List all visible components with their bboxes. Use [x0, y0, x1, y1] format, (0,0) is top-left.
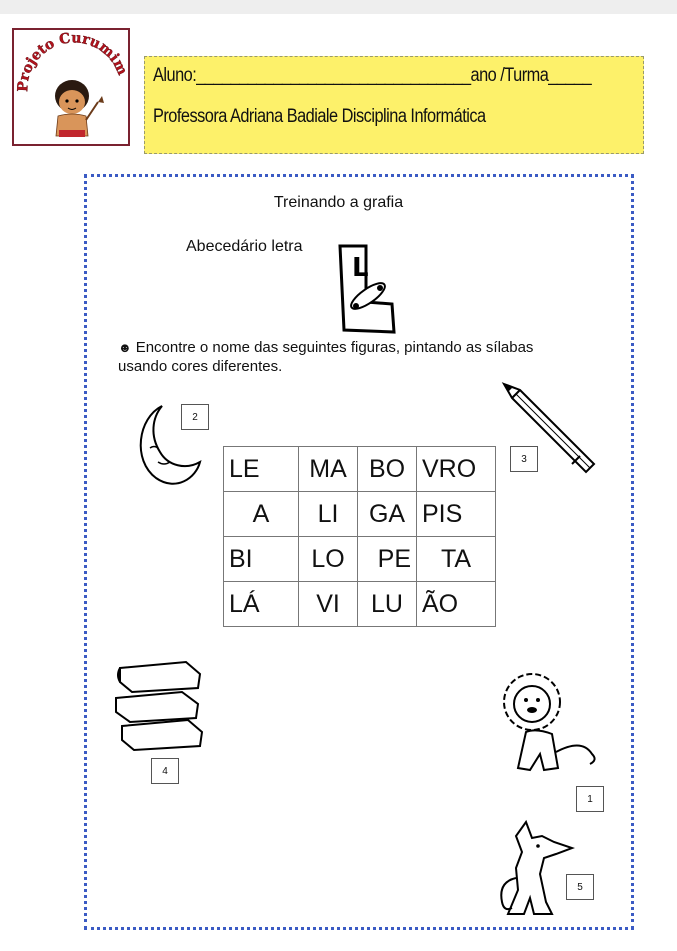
grid-cell[interactable]: LÁ [224, 582, 299, 627]
wolf-icon [494, 818, 574, 920]
teacher-line: Professora Adriana Badiale Disciplina Informática [153, 106, 486, 127]
top-bar [0, 0, 677, 14]
smiley-bullet-icon: ☻ [118, 340, 132, 355]
grid-cell[interactable]: LI [299, 492, 358, 537]
grid-cell[interactable]: LU [358, 582, 417, 627]
grid-row [224, 537, 496, 582]
worksheet-title: Treinando a grafia [273, 194, 404, 211]
grid-cell[interactable]: BO [358, 447, 417, 492]
student-line[interactable]: Aluno:________________________________ano /Turma_____ [153, 65, 592, 86]
logo [12, 28, 130, 146]
grid-cell[interactable]: VRO [417, 447, 496, 492]
letter-l-illustration [330, 240, 400, 336]
grid-row [224, 582, 496, 627]
instruction-line-1: Encontre o nome das seguintes figuras, pintando as sílabas [135, 339, 534, 356]
figure-number-wolf: 5 [566, 874, 594, 900]
books-icon [112, 658, 204, 750]
featured-letter: L [352, 253, 369, 283]
student-info-box [144, 56, 644, 154]
grid-cell[interactable]: MA [299, 447, 358, 492]
lion-icon [496, 672, 606, 782]
grid-cell[interactable]: LE [224, 447, 299, 492]
grid-cell[interactable]: A [224, 492, 299, 537]
grid-cell[interactable]: TA [417, 537, 496, 582]
figure-number-moon: 2 [181, 404, 209, 430]
grid-row [224, 492, 496, 537]
grid-cell[interactable]: ÃO [417, 582, 496, 627]
logo-art [14, 30, 132, 148]
instruction-text [118, 338, 588, 376]
alphabet-label: Abecedário letra [186, 238, 303, 255]
syllable-grid [223, 446, 496, 627]
grid-cell[interactable]: VI [299, 582, 358, 627]
grid-cell[interactable]: LO [299, 537, 358, 582]
grid-cell[interactable]: BI [224, 537, 299, 582]
grid-cell[interactable]: PE [358, 537, 417, 582]
grid-cell[interactable]: GA [358, 492, 417, 537]
logo-text: Projeto Curumim [15, 30, 131, 93]
grid-cell[interactable]: PIS [417, 492, 496, 537]
figure-number-books: 4 [151, 758, 179, 784]
grid-row [224, 447, 496, 492]
figure-number-lion: 1 [576, 786, 604, 812]
instruction-line-2: usando cores diferentes. [118, 358, 283, 375]
figure-number-pencil: 3 [510, 446, 538, 472]
